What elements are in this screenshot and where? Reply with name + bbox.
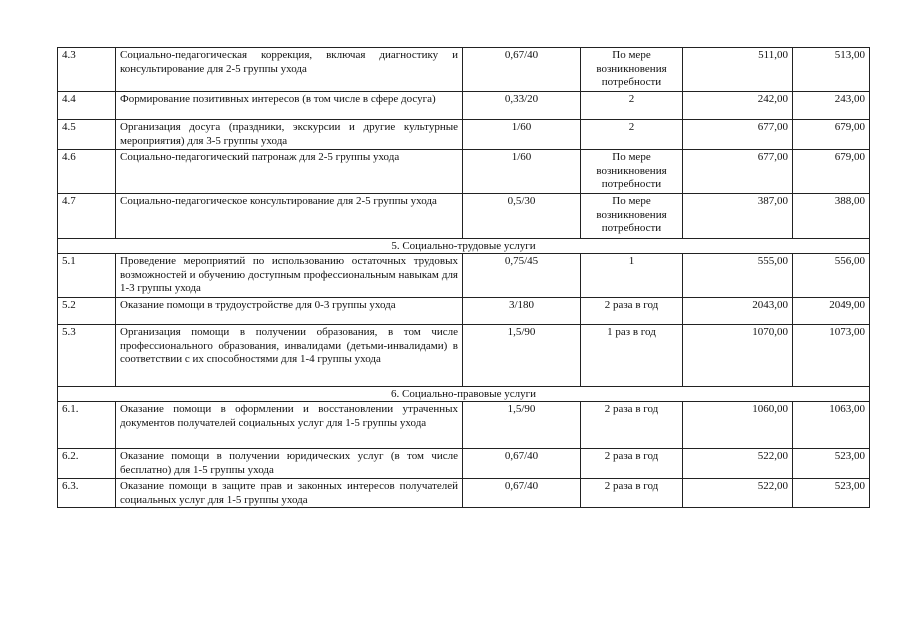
price-2: 1073,00 (793, 325, 870, 387)
item-number: 6.1. (58, 402, 116, 449)
price-1: 677,00 (683, 150, 793, 194)
section-title: 5. Социально-трудовые услуги (58, 239, 870, 254)
item-number: 5.3 (58, 325, 116, 387)
service-name: Социально-педагогическая коррекция, включая диагностику и консультирование для 2-5 группы ухода (116, 48, 463, 92)
table-row (58, 402, 870, 449)
price-1: 2043,00 (683, 298, 793, 325)
service-name: Проведение мероприятий по использованию остаточных трудовых возможностей и обучению доступным профессиональным навыкам для 1-3 группы ухода (116, 254, 463, 298)
price-2: 2049,00 (793, 298, 870, 325)
service-name: Оказание помощи в получении юридических услуг (в том числе бесплатно) для 1-5 группы ухода (116, 449, 463, 479)
price-1: 522,00 (683, 479, 793, 508)
price-1: 555,00 (683, 254, 793, 298)
price-1: 1060,00 (683, 402, 793, 449)
table-row (58, 194, 870, 239)
table-row (58, 298, 870, 325)
service-name: Организация досуга (праздники, экскурсии и другие культурные мероприятия) для 3-5 группы ухода (116, 120, 463, 150)
item-number: 4.5 (58, 120, 116, 150)
table-row (58, 325, 870, 387)
item-number: 4.3 (58, 48, 116, 92)
service-name: Организация помощи в получении образования, в том числе профессионального образования, инвалидами (детьми-инвалидами) в соответствии с их способностями для 1-4 группы ухода (116, 325, 463, 387)
price-2: 1063,00 (793, 402, 870, 449)
item-number: 4.7 (58, 194, 116, 239)
time-norm: 1/60 (463, 120, 581, 150)
table-row (58, 150, 870, 194)
time-norm: 0,75/45 (463, 254, 581, 298)
item-number: 6.3. (58, 479, 116, 508)
time-norm: 0,5/30 (463, 194, 581, 239)
frequency: 2 раза в год (581, 449, 683, 479)
price-2: 523,00 (793, 449, 870, 479)
service-name: Оказание помощи в оформлении и восстановлении утраченных документов получателей социальных услуг для 1-5 группы ухода (116, 402, 463, 449)
item-number: 4.6 (58, 150, 116, 194)
frequency: 2 раза в год (581, 402, 683, 449)
service-name: Оказание помощи в трудоустройстве для 0-3 группы ухода (116, 298, 463, 325)
time-norm: 1,5/90 (463, 325, 581, 387)
price-1: 677,00 (683, 120, 793, 150)
frequency: 2 раза в год (581, 479, 683, 508)
time-norm: 0,67/40 (463, 48, 581, 92)
price-2: 513,00 (793, 48, 870, 92)
time-norm: 0,33/20 (463, 92, 581, 120)
frequency: 2 (581, 92, 683, 120)
service-name: Оказание помощи в защите прав и законных интересов получателей социальных услуг для 1-5 группы ухода (116, 479, 463, 508)
time-norm: 1,5/90 (463, 402, 581, 449)
table-row (58, 92, 870, 120)
service-name: Формирование позитивных интересов (в том числе в сфере досуга) (116, 92, 463, 120)
item-number: 6.2. (58, 449, 116, 479)
section-row (58, 387, 870, 402)
frequency: 2 (581, 120, 683, 150)
frequency: По мере возникновения потребности (581, 150, 683, 194)
table-row (58, 48, 870, 92)
item-number: 5.1 (58, 254, 116, 298)
time-norm: 0,67/40 (463, 449, 581, 479)
price-2: 679,00 (793, 150, 870, 194)
price-2: 243,00 (793, 92, 870, 120)
price-1: 1070,00 (683, 325, 793, 387)
price-2: 556,00 (793, 254, 870, 298)
item-number: 5.2 (58, 298, 116, 325)
section-title: 6. Социально-правовые услуги (58, 387, 870, 402)
table-row (58, 120, 870, 150)
time-norm: 0,67/40 (463, 479, 581, 508)
service-name: Социально-педагогический патронаж для 2-5 группы ухода (116, 150, 463, 194)
price-1: 242,00 (683, 92, 793, 120)
services-table-body (58, 48, 870, 508)
price-2: 523,00 (793, 479, 870, 508)
section-row (58, 239, 870, 254)
table-row (58, 449, 870, 479)
frequency: 1 раз в год (581, 325, 683, 387)
price-1: 522,00 (683, 449, 793, 479)
table-row (58, 479, 870, 508)
price-1: 387,00 (683, 194, 793, 239)
table-row (58, 254, 870, 298)
price-2: 679,00 (793, 120, 870, 150)
price-1: 511,00 (683, 48, 793, 92)
time-norm: 1/60 (463, 150, 581, 194)
frequency: 1 (581, 254, 683, 298)
service-name: Социально-педагогическое консультирование для 2-5 группы ухода (116, 194, 463, 239)
frequency: По мере возникновения потребности (581, 194, 683, 239)
item-number: 4.4 (58, 92, 116, 120)
price-2: 388,00 (793, 194, 870, 239)
time-norm: 3/180 (463, 298, 581, 325)
frequency: 2 раза в год (581, 298, 683, 325)
services-table (57, 47, 870, 508)
frequency: По мере возникновения потребности (581, 48, 683, 92)
